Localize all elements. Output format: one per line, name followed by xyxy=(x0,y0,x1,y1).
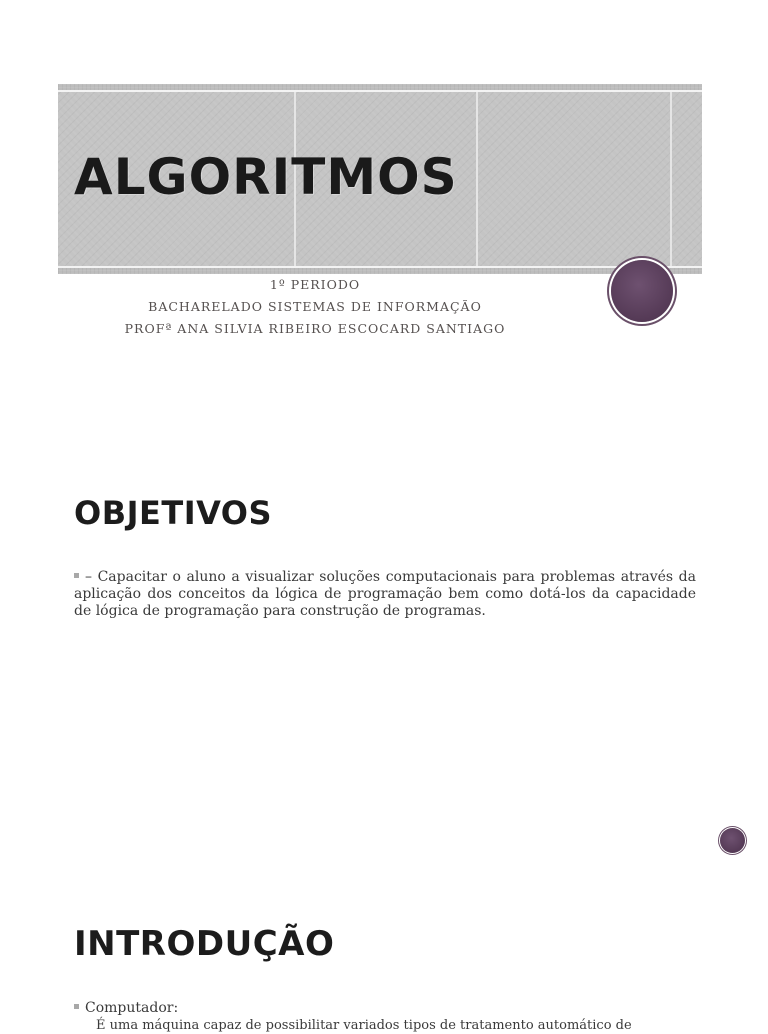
objectives-heading: OBJETIVOS xyxy=(74,494,273,532)
introduction-bullets xyxy=(74,1000,696,1034)
decorative-circle xyxy=(720,828,745,853)
computer-label: Computador: xyxy=(85,1000,179,1016)
list-item xyxy=(74,1017,696,1034)
subtitle-period: 1º PERIODO xyxy=(269,277,361,292)
banner-bottom-line xyxy=(58,266,702,268)
objectives-text: – Capacitar o aluno a visualizar soluções computacionais para problemas através da aplicação dos conceitos da lógica de programação bem como dotá-los da capacidade de lógica de programação para construção de programas. xyxy=(74,569,696,619)
slide-title xyxy=(0,0,768,384)
bullet-icon xyxy=(74,1004,79,1009)
list-item xyxy=(74,569,696,620)
main-title: ALGORITMOS xyxy=(74,148,458,206)
subtitle-professor: PROFª ANA SILVIA RIBEIRO ESCOCARD SANTIAGO xyxy=(124,321,506,336)
objectives-bullet xyxy=(74,569,696,620)
banner-top-line xyxy=(58,90,702,92)
banner-divider xyxy=(476,92,478,266)
decorative-circle xyxy=(611,260,673,322)
list-item xyxy=(74,1000,696,1017)
subtitle-course: BACHARELADO SISTEMAS DE INFORMAÇÃO xyxy=(148,299,482,314)
bullet-icon xyxy=(74,573,79,578)
introduction-heading: INTRODUÇÃO xyxy=(74,924,335,964)
computer-definition: É uma máquina capaz de possibilitar variados tipos de tratamento automático de xyxy=(96,1018,632,1033)
banner-divider xyxy=(670,92,672,266)
